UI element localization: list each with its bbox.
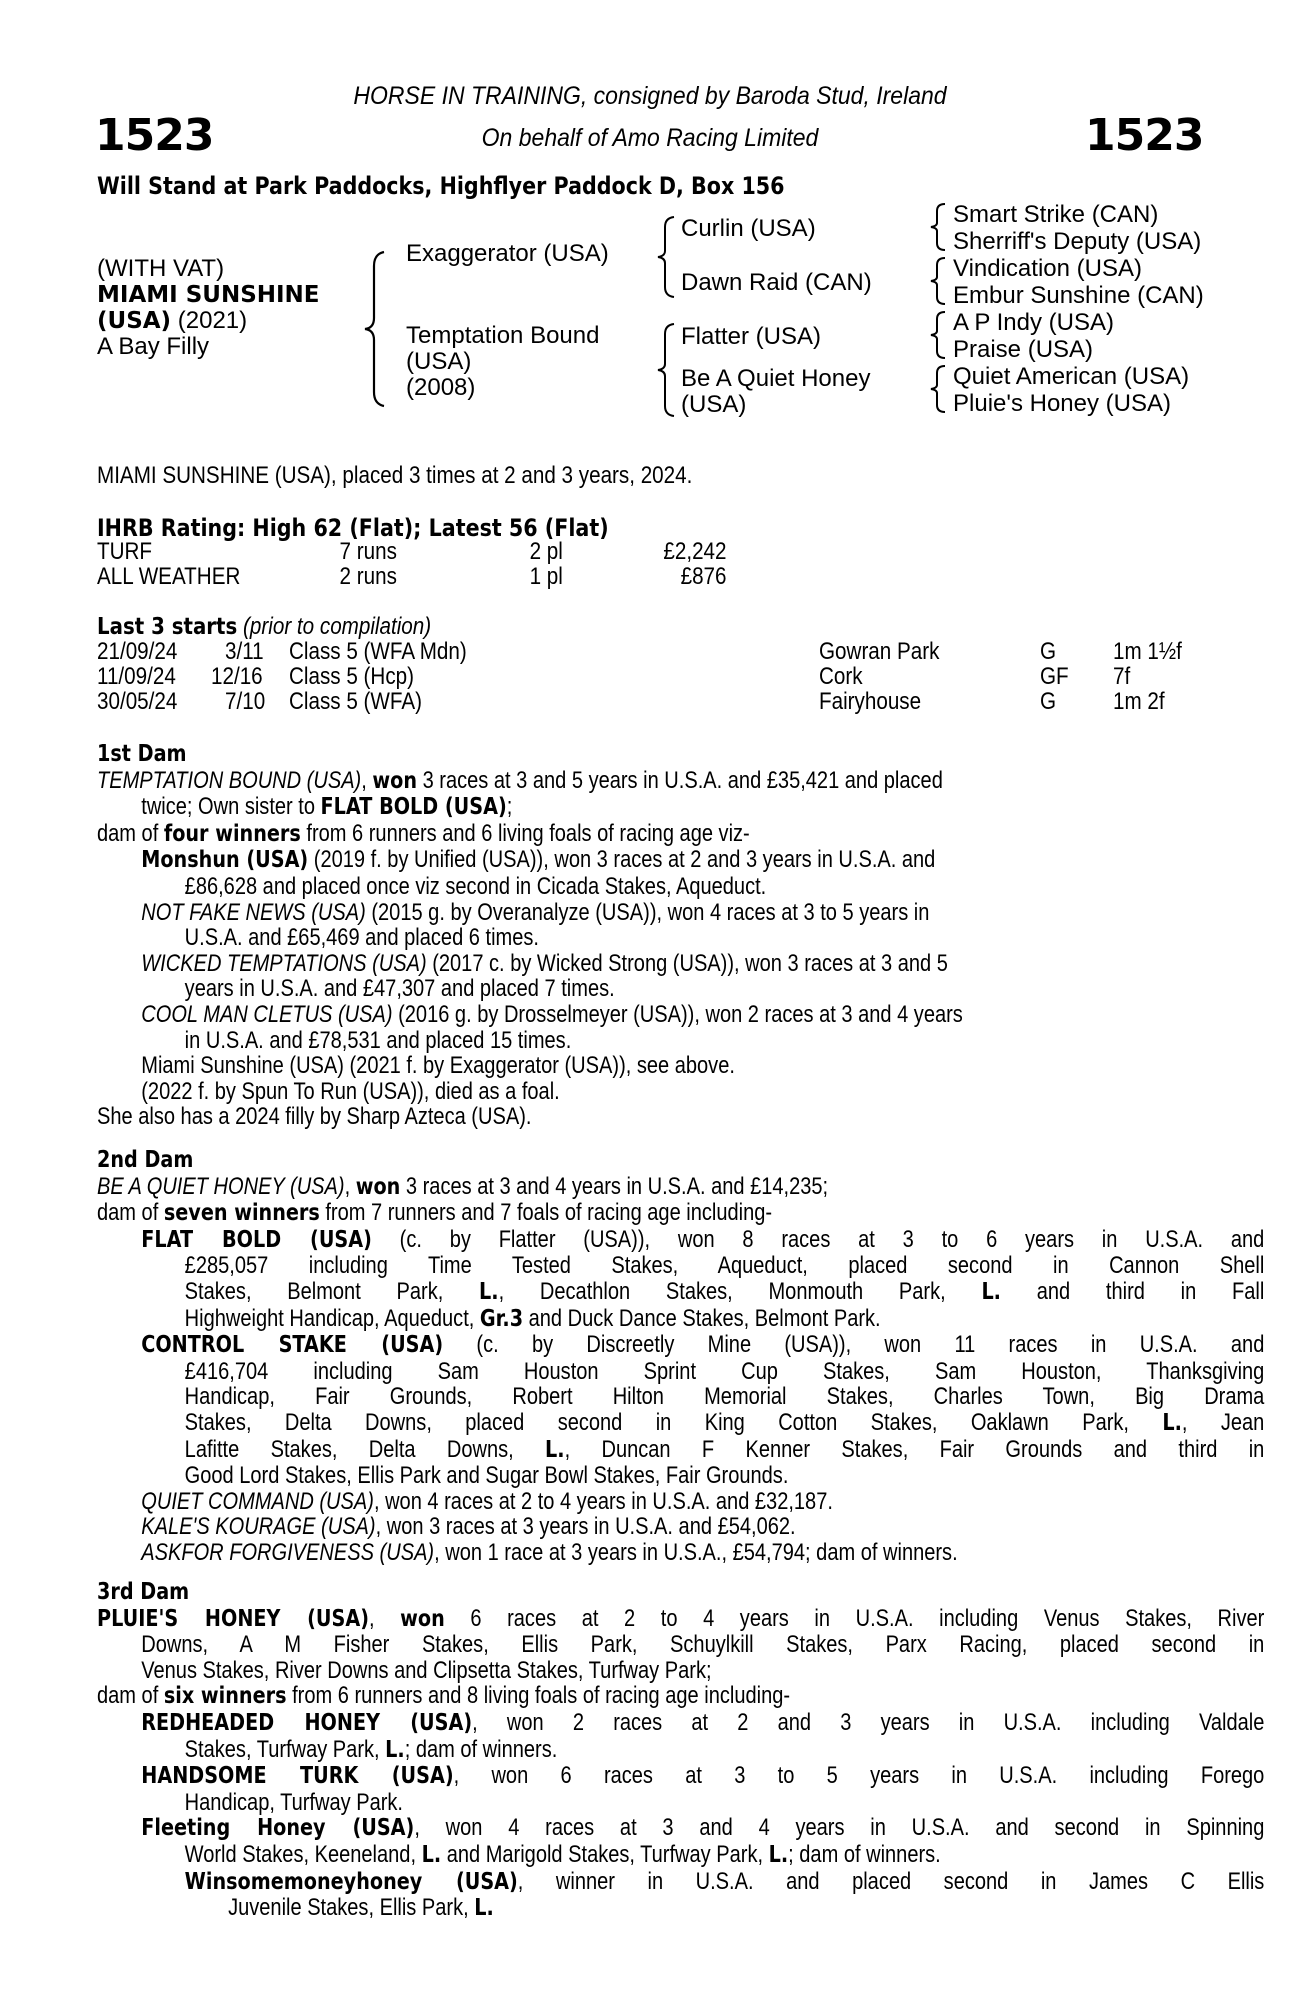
first-dam-footnote: She also has a 2024 filly by Sharp Azteca (USA).	[97, 1103, 532, 1131]
rating-surface: TURF	[97, 538, 153, 565]
progeny-line: WICKED TEMPTATIONS (USA) (2017 c. by Wicked Strong (USA)), won 3 races at 3 and 5	[141, 949, 948, 977]
pedigree-g3-item: Quiet American (USA)	[953, 363, 1190, 390]
rating-surface: ALL WEATHER	[97, 563, 241, 590]
pedigree-g3-item: Praise (USA)	[953, 336, 1094, 363]
first-dam-line: dam of four winners from 6 runners and 6 living foals of racing age viz-	[97, 819, 750, 847]
pedigree-dam-sire: Flatter (USA)	[681, 323, 822, 350]
lot-number-left: 1523	[95, 110, 214, 161]
race-summary: MIAMI SUNSHINE (USA), placed 3 times at 2 and 3 years, 2024.	[97, 462, 693, 489]
progeny-line: Stakes, Belmont Park, L., Decathlon Stakes, Monmouth Park, L. and third in Fall	[184, 1277, 1265, 1305]
progeny-line: QUIET COMMAND (USA), won 4 races at 2 to 4 years in U.S.A. and £32,187.	[141, 1487, 833, 1515]
start-date: 30/05/24	[97, 688, 178, 715]
start-position: 7/10	[225, 688, 266, 715]
last-starts-title: Last 3 starts	[97, 614, 238, 640]
progeny-line: Stakes, Delta Downs, placed second in King Cotton Stakes, Oaklawn Park, L., Jean	[184, 1408, 1265, 1436]
second-dam-line: dam of seven winners from 7 runners and 7 foals of racing age including-	[97, 1199, 773, 1227]
pedigree-sire-dam: Dawn Raid (CAN)	[681, 269, 872, 296]
rating-prize: £2,242	[663, 538, 727, 565]
progeny-line: Fleeting Honey (USA), won 4 races at 3 and 4 years in U.S.A. and second in Spinning	[141, 1814, 1265, 1842]
progeny-line: £285,057 including Time Tested Stakes, Aqueduct, placed second in Cannon Shell	[184, 1252, 1265, 1280]
first-dam-line: twice; Own sister to FLAT BOLD (USA);	[141, 793, 513, 821]
progeny-line: Handicap, Turfway Park.	[184, 1788, 403, 1816]
progeny-line: ASKFOR FORGIVENESS (USA), won 1 race at 3 years in U.S.A., £54,794; dam of winners.	[141, 1538, 958, 1566]
third-dam-heading: 3rd Dam	[97, 1579, 190, 1605]
third-dam-line: PLUIE'S HONEY (USA), won 6 races at 2 to 4 years in U.S.A. including Venus Stakes, River	[97, 1604, 1265, 1632]
third-dam-line: Venus Stakes, River Downs and Clipsetta Stakes, Turfway Park;	[141, 1656, 712, 1684]
pedigree-brace-g3-4	[928, 364, 948, 414]
pedigree-g3-item: Embur Sunshine (CAN)	[953, 282, 1204, 309]
pedigree-dam	[406, 323, 599, 401]
start-row	[97, 639, 1315, 665]
last-starts-table	[97, 639, 1315, 719]
rating-placed: 1 pl	[529, 563, 563, 590]
pedigree-g3-item: Pluie's Honey (USA)	[953, 390, 1171, 417]
pedigree-g3	[953, 201, 1204, 417]
pedigree-g3-item: Sherriff's Deputy (USA)	[953, 228, 1202, 255]
progeny-line: NOT FAKE NEWS (USA) (2015 g. by Overanalyze (USA)), won 4 races at 3 to 5 years in	[141, 898, 930, 926]
first-dam-section	[97, 742, 1183, 1130]
rating-runs: 2 runs	[339, 563, 397, 590]
last-starts-header	[97, 614, 431, 641]
start-position: 3/11	[225, 638, 264, 665]
horse-name: MIAMI SUNSHINE	[97, 282, 320, 308]
progeny-line: Highweight Handicap, Aqueduct, Gr.3 and Duck Dance Stakes, Belmont Park.	[184, 1304, 881, 1332]
progeny-line: Lafitte Stakes, Delta Downs, L., Duncan F Kenner Stakes, Fair Grounds and third in	[184, 1435, 1265, 1463]
start-going: G	[1040, 638, 1057, 665]
second-dam-section	[97, 1147, 1265, 1566]
horse-country: (USA)	[97, 308, 172, 334]
pedigree-sire-sire: Curlin (USA)	[681, 215, 816, 242]
start-going: GF	[1040, 663, 1069, 690]
progeny-line: FLAT BOLD (USA) (c. by Flatter (USA)), won 8 races at 3 to 6 years in U.S.A. and	[141, 1225, 1265, 1253]
start-course: Gowran Park	[819, 638, 940, 665]
horse-identity	[97, 256, 320, 360]
progeny-line: KALE'S KOURAGE (USA), won 3 races at 3 years in U.S.A. and £54,062.	[141, 1513, 796, 1541]
stand-location: Will Stand at Park Paddocks, Highflyer Paddock D, Box 156	[97, 172, 785, 200]
progeny-line: World Stakes, Keeneland, L. and Marigold Stakes, Turfway Park, L.; dam of winners.	[184, 1840, 941, 1868]
start-row	[97, 664, 1315, 690]
pedigree-brace-dam	[655, 322, 677, 418]
start-date: 21/09/24	[97, 638, 178, 665]
pedigree-brace-g3-3	[928, 310, 948, 360]
third-dam-section	[97, 1579, 1265, 1922]
pedigree-dam-name: Temptation Bound	[406, 322, 600, 349]
progeny-line: Winsomemoneyhoney (USA), winner in U.S.A. and placed second in James C Ellis	[184, 1867, 1265, 1895]
rating-title: IHRB Rating: High 62 (Flat); Latest 56 (Flat)	[97, 514, 609, 542]
pedigree-g3-item: Vindication (USA)	[953, 255, 1142, 282]
pedigree-brace-g3-2	[928, 256, 948, 306]
pedigree-brace-sire	[655, 215, 677, 299]
pedigree-dam-dam-country: (USA)	[681, 391, 747, 418]
second-dam-heading: 2nd Dam	[97, 1147, 194, 1173]
start-row	[97, 689, 1315, 715]
progeny-line: £86,628 and placed once viz second in Cicada Stakes, Aqueduct.	[184, 872, 767, 900]
progeny-line: Miami Sunshine (USA) (2021 f. by Exaggerator (USA)), see above.	[141, 1052, 735, 1080]
progeny-line: REDHEADED HONEY (USA), won 2 races at 2 and 3 years in U.S.A. including Valdale	[141, 1708, 1265, 1736]
start-date: 11/09/24	[97, 663, 176, 690]
first-dam-line: TEMPTATION BOUND (USA), won 3 races at 3 and 5 years in U.S.A. and £35,421 and placed	[97, 766, 943, 794]
start-distance: 1m 2f	[1113, 688, 1165, 715]
start-position: 12/16	[211, 663, 263, 690]
pedigree-dam-country: (USA)	[406, 348, 472, 375]
pedigree-dam-year: (2008)	[406, 374, 476, 401]
pedigree-g3-item: Smart Strike (CAN)	[953, 201, 1159, 228]
horse-year: (2021)	[177, 307, 248, 334]
pedigree-sire: Exaggerator (USA)	[406, 240, 609, 267]
last-starts-note: (prior to compilation)	[243, 613, 432, 640]
progeny-line: Good Lord Stakes, Ellis Park and Sugar Bowl Stakes, Fair Grounds.	[184, 1462, 789, 1490]
progeny-line: in U.S.A. and £78,531 and placed 15 times.	[184, 1026, 572, 1054]
start-going: G	[1040, 688, 1057, 715]
third-dam-line: dam of six winners from 6 runners and 8 living foals of racing age including-	[97, 1682, 791, 1710]
start-race: Class 5 (Hcp)	[289, 663, 415, 690]
progeny-line: COOL MAN CLETUS (USA) (2016 g. by Drosselmeyer (USA)), won 2 races at 3 and 4 years	[141, 1000, 963, 1028]
start-distance: 7f	[1113, 663, 1131, 690]
on-behalf-line: On behalf of Amo Racing Limited	[481, 124, 819, 152]
third-dam-line: Downs, A M Fisher Stakes, Ellis Park, Schuylkill Stakes, Parx Racing, placed second in	[141, 1631, 1265, 1659]
progeny-line: U.S.A. and £65,469 and placed 6 times.	[184, 924, 539, 952]
pedigree-brace-g3-1	[928, 202, 948, 252]
rating-prize: £876	[680, 563, 727, 590]
progeny-line: (2022 f. by Spun To Run (USA)), died as a foal.	[141, 1077, 560, 1105]
start-race: Class 5 (WFA)	[289, 688, 423, 715]
progeny-line: CONTROL STAKE (USA) (c. by Discreetly Mine (USA)), won 11 races in U.S.A. and	[141, 1331, 1265, 1359]
vat-note: (WITH VAT)	[97, 255, 225, 282]
progeny-line: Juvenile Stakes, Ellis Park, L.	[228, 1894, 494, 1922]
progeny-line: HANDSOME TURK (USA), won 6 races at 3 to 5 years in U.S.A. including Forego	[141, 1762, 1265, 1790]
lot-number-right: 1523	[1085, 110, 1204, 161]
first-dam-heading: 1st Dam	[97, 741, 187, 767]
progeny-line: £416,704 including Sam Houston Sprint Cup Stakes, Sam Houston, Thanksgiving	[184, 1357, 1265, 1385]
start-course: Cork	[819, 663, 863, 690]
progeny-line: Handicap, Fair Grounds, Robert Hilton Memorial Stakes, Charles Town, Big Drama	[184, 1383, 1265, 1411]
progeny-line: Monshun (USA) (2019 f. by Unified (USA)), won 3 races at 2 and 3 years in U.S.A. and	[141, 846, 936, 874]
start-race: Class 5 (WFA Mdn)	[289, 638, 467, 665]
progeny-line: years in U.S.A. and £47,307 and placed 7 times.	[184, 975, 615, 1003]
start-course: Fairyhouse	[819, 688, 922, 715]
second-dam-line: BE A QUIET HONEY (USA), won 3 races at 3 and 4 years in U.S.A. and £14,235;	[97, 1172, 829, 1200]
pedigree-brace-main	[362, 250, 388, 408]
rating-placed: 2 pl	[529, 538, 563, 565]
progeny-line: Stakes, Turfway Park, L.; dam of winners.	[184, 1735, 558, 1763]
consignment-line: HORSE IN TRAINING, consigned by Baroda Stud, Ireland	[353, 82, 947, 110]
start-distance: 1m 1½f	[1113, 638, 1182, 665]
horse-description: A Bay Filly	[97, 333, 210, 360]
pedigree-dam-dam	[681, 366, 870, 418]
pedigree-dam-dam-name: Be A Quiet Honey	[681, 365, 871, 392]
rating-runs: 7 runs	[339, 538, 397, 565]
pedigree-g3-item: A P Indy (USA)	[953, 309, 1114, 336]
